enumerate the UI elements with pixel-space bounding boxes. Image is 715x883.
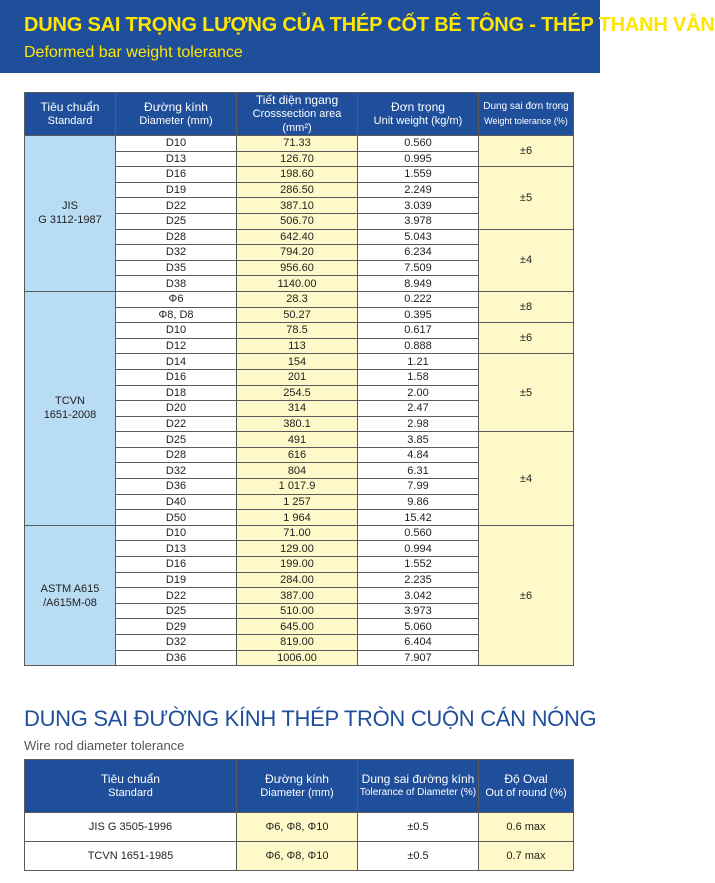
area-cell: 1006.00 [237, 650, 358, 666]
area-cell: 491 [237, 432, 358, 448]
unit-weight-cell: 7.99 [358, 479, 479, 495]
diameter-cell: D32 [116, 463, 237, 479]
diameter-cell: D12 [116, 338, 237, 354]
diameter-cell: D18 [116, 385, 237, 401]
diameter-cell: D32 [116, 635, 237, 651]
unit-weight-cell: 1.58 [358, 369, 479, 385]
out-of-round-cell: 0.6 max [479, 813, 574, 842]
unit-weight-cell: 2.47 [358, 401, 479, 417]
table-header-row [25, 760, 574, 813]
diameter-cell: D28 [116, 229, 237, 245]
header-standard: Tiêu chuẩn Standard [25, 93, 116, 136]
unit-weight-cell: 15.42 [358, 510, 479, 526]
table-row [25, 136, 574, 152]
unit-weight-cell: 3.973 [358, 603, 479, 619]
area-cell: 71.33 [237, 136, 358, 152]
diameter-cell: D16 [116, 369, 237, 385]
standard-line: JIS [62, 200, 78, 213]
unit-weight-cell: 2.235 [358, 572, 479, 588]
area-cell: 71.00 [237, 525, 358, 541]
header-diameter-tolerance: Dung sai đường kính Tolerance of Diameter (%) [358, 760, 479, 813]
unit-weight-cell: 0.560 [358, 136, 479, 152]
unit-weight-cell: 3.978 [358, 213, 479, 229]
tolerance-cell: ±6 [479, 323, 574, 354]
diameter-cell: Φ6, Φ8, Φ10 [237, 842, 358, 871]
table-row [25, 525, 574, 541]
tolerance-cell: ±5 [479, 354, 574, 432]
header-weight-tolerance: Dung sai đơn trọng Weight tolerance (%) [479, 93, 574, 136]
diameter-cell: D10 [116, 525, 237, 541]
diameter-cell: D36 [116, 650, 237, 666]
area-cell: 506.70 [237, 213, 358, 229]
section2-title: DUNG SAI ĐƯỜNG KÍNH THÉP TRÒN CUỘN CÁN NÓNG [24, 706, 597, 731]
area-cell: 1 257 [237, 494, 358, 510]
standard-cell [25, 136, 116, 292]
area-cell: 387.10 [237, 198, 358, 214]
tolerance-cell: ±8 [479, 291, 574, 322]
header-out-of-round: Độ Oval Out of round (%) [479, 760, 574, 813]
diameter-cell: D25 [116, 432, 237, 448]
diameter-cell: D10 [116, 323, 237, 339]
unit-weight-cell: 4.84 [358, 447, 479, 463]
area-cell: 642.40 [237, 229, 358, 245]
unit-weight-cell: 1.552 [358, 557, 479, 573]
standard-line: G 3112-1987 [38, 214, 102, 227]
header-banner [0, 0, 715, 73]
area-cell: 616 [237, 447, 358, 463]
diameter-cell: D16 [116, 167, 237, 183]
diameter-cell: D10 [116, 136, 237, 152]
tolerance-cell: ±4 [479, 229, 574, 291]
unit-weight-cell: 1.559 [358, 167, 479, 183]
area-cell: 387.00 [237, 588, 358, 604]
table-header-row [25, 93, 574, 136]
area-cell: 645.00 [237, 619, 358, 635]
diameter-cell: D16 [116, 557, 237, 573]
area-cell: 380.1 [237, 416, 358, 432]
standard-line: ASTM A615 [40, 582, 100, 595]
diameter-cell: Φ6, Φ8, Φ10 [237, 813, 358, 842]
area-cell: 794.20 [237, 245, 358, 261]
header-diameter: Đường kính Diameter (mm) [116, 93, 237, 136]
header-standard: Tiêu chuẩn Standard [25, 760, 237, 813]
area-cell: 284.00 [237, 572, 358, 588]
weight-tolerance-table [24, 92, 574, 666]
unit-weight-cell: 2.98 [358, 416, 479, 432]
standard-cell: TCVN 1651-1985 [25, 842, 237, 871]
diameter-cell: D19 [116, 572, 237, 588]
area-cell: 201 [237, 369, 358, 385]
diameter-cell: Φ6 [116, 291, 237, 307]
unit-weight-cell: 9.86 [358, 494, 479, 510]
area-cell: 126.70 [237, 151, 358, 167]
table-row [25, 813, 574, 842]
tolerance-cell: ±5 [479, 167, 574, 229]
unit-weight-cell: 0.995 [358, 151, 479, 167]
standard-line: TCVN [55, 395, 85, 408]
page-title: DUNG SAI TRỌNG LƯỢNG CỦA THÉP CỐT BÊ TÔNG - THÉP THANH VẰN [24, 14, 715, 36]
area-cell: 154 [237, 354, 358, 370]
header-area: Tiết diện ngang Crosssection area (mm²) [237, 93, 358, 136]
unit-weight-cell: 2.249 [358, 182, 479, 198]
unit-weight-cell: 2.00 [358, 385, 479, 401]
diameter-cell: D22 [116, 416, 237, 432]
unit-weight-cell: 6.31 [358, 463, 479, 479]
unit-weight-cell: 6.234 [358, 245, 479, 261]
wire-rod-tolerance-table [24, 759, 574, 871]
unit-weight-cell: 5.060 [358, 619, 479, 635]
area-cell: 804 [237, 463, 358, 479]
area-cell: 286.50 [237, 182, 358, 198]
area-cell: 129.00 [237, 541, 358, 557]
unit-weight-cell: 3.85 [358, 432, 479, 448]
diameter-cell: D19 [116, 182, 237, 198]
diameter-cell: Φ8, D8 [116, 307, 237, 323]
diameter-cell: D13 [116, 541, 237, 557]
area-cell: 1 017.9 [237, 479, 358, 495]
standard-line: 1651-2008 [43, 409, 97, 422]
table-row [25, 842, 574, 871]
diameter-cell: D40 [116, 494, 237, 510]
unit-weight-cell: 1.21 [358, 354, 479, 370]
area-cell: 510.00 [237, 603, 358, 619]
diameter-cell: D22 [116, 588, 237, 604]
standard-cell [25, 525, 116, 665]
area-cell: 28.3 [237, 291, 358, 307]
area-cell: 254.5 [237, 385, 358, 401]
table-row [25, 291, 574, 307]
unit-weight-cell: 5.043 [358, 229, 479, 245]
unit-weight-cell: 7.907 [358, 650, 479, 666]
unit-weight-cell: 3.039 [358, 198, 479, 214]
diameter-cell: D35 [116, 260, 237, 276]
tolerance-cell: ±0.5 [358, 842, 479, 871]
diameter-cell: D25 [116, 213, 237, 229]
diameter-cell: D29 [116, 619, 237, 635]
tolerance-cell: ±4 [479, 432, 574, 526]
area-cell: 1140.00 [237, 276, 358, 292]
tolerance-cell: ±6 [479, 136, 574, 167]
diameter-cell: D14 [116, 354, 237, 370]
area-cell: 956.60 [237, 260, 358, 276]
tolerance-cell: ±6 [479, 525, 574, 665]
unit-weight-cell: 8.949 [358, 276, 479, 292]
out-of-round-cell: 0.7 max [479, 842, 574, 871]
unit-weight-cell: 0.560 [358, 525, 479, 541]
diameter-cell: D25 [116, 603, 237, 619]
unit-weight-cell: 6.404 [358, 635, 479, 651]
diameter-cell: D28 [116, 447, 237, 463]
header-unit-weight: Đơn trọng Unit weight (kg/m) [358, 93, 479, 136]
unit-weight-cell: 0.617 [358, 323, 479, 339]
page-subtitle: Deformed bar weight tolerance [24, 44, 243, 61]
area-cell: 314 [237, 401, 358, 417]
header-diameter: Đường kính Diameter (mm) [237, 760, 358, 813]
unit-weight-cell: 0.395 [358, 307, 479, 323]
unit-weight-cell: 3.042 [358, 588, 479, 604]
section2-subtitle: Wire rod diameter tolerance [24, 738, 185, 753]
area-cell: 50.27 [237, 307, 358, 323]
unit-weight-cell: 7.509 [358, 260, 479, 276]
diameter-cell: D36 [116, 479, 237, 495]
diameter-cell: D50 [116, 510, 237, 526]
area-cell: 819.00 [237, 635, 358, 651]
standard-cell [25, 291, 116, 525]
unit-weight-cell: 0.222 [358, 291, 479, 307]
diameter-cell: D32 [116, 245, 237, 261]
area-cell: 78.5 [237, 323, 358, 339]
area-cell: 113 [237, 338, 358, 354]
area-cell: 1 964 [237, 510, 358, 526]
unit-weight-cell: 0.888 [358, 338, 479, 354]
unit-weight-cell: 0.994 [358, 541, 479, 557]
diameter-cell: D38 [116, 276, 237, 292]
area-cell: 199.00 [237, 557, 358, 573]
standard-line: /A615M-08 [43, 596, 97, 609]
diameter-cell: D20 [116, 401, 237, 417]
standard-cell: JIS G 3505-1996 [25, 813, 237, 842]
area-cell: 198.60 [237, 167, 358, 183]
tolerance-cell: ±0.5 [358, 813, 479, 842]
diameter-cell: D13 [116, 151, 237, 167]
diameter-cell: D22 [116, 198, 237, 214]
